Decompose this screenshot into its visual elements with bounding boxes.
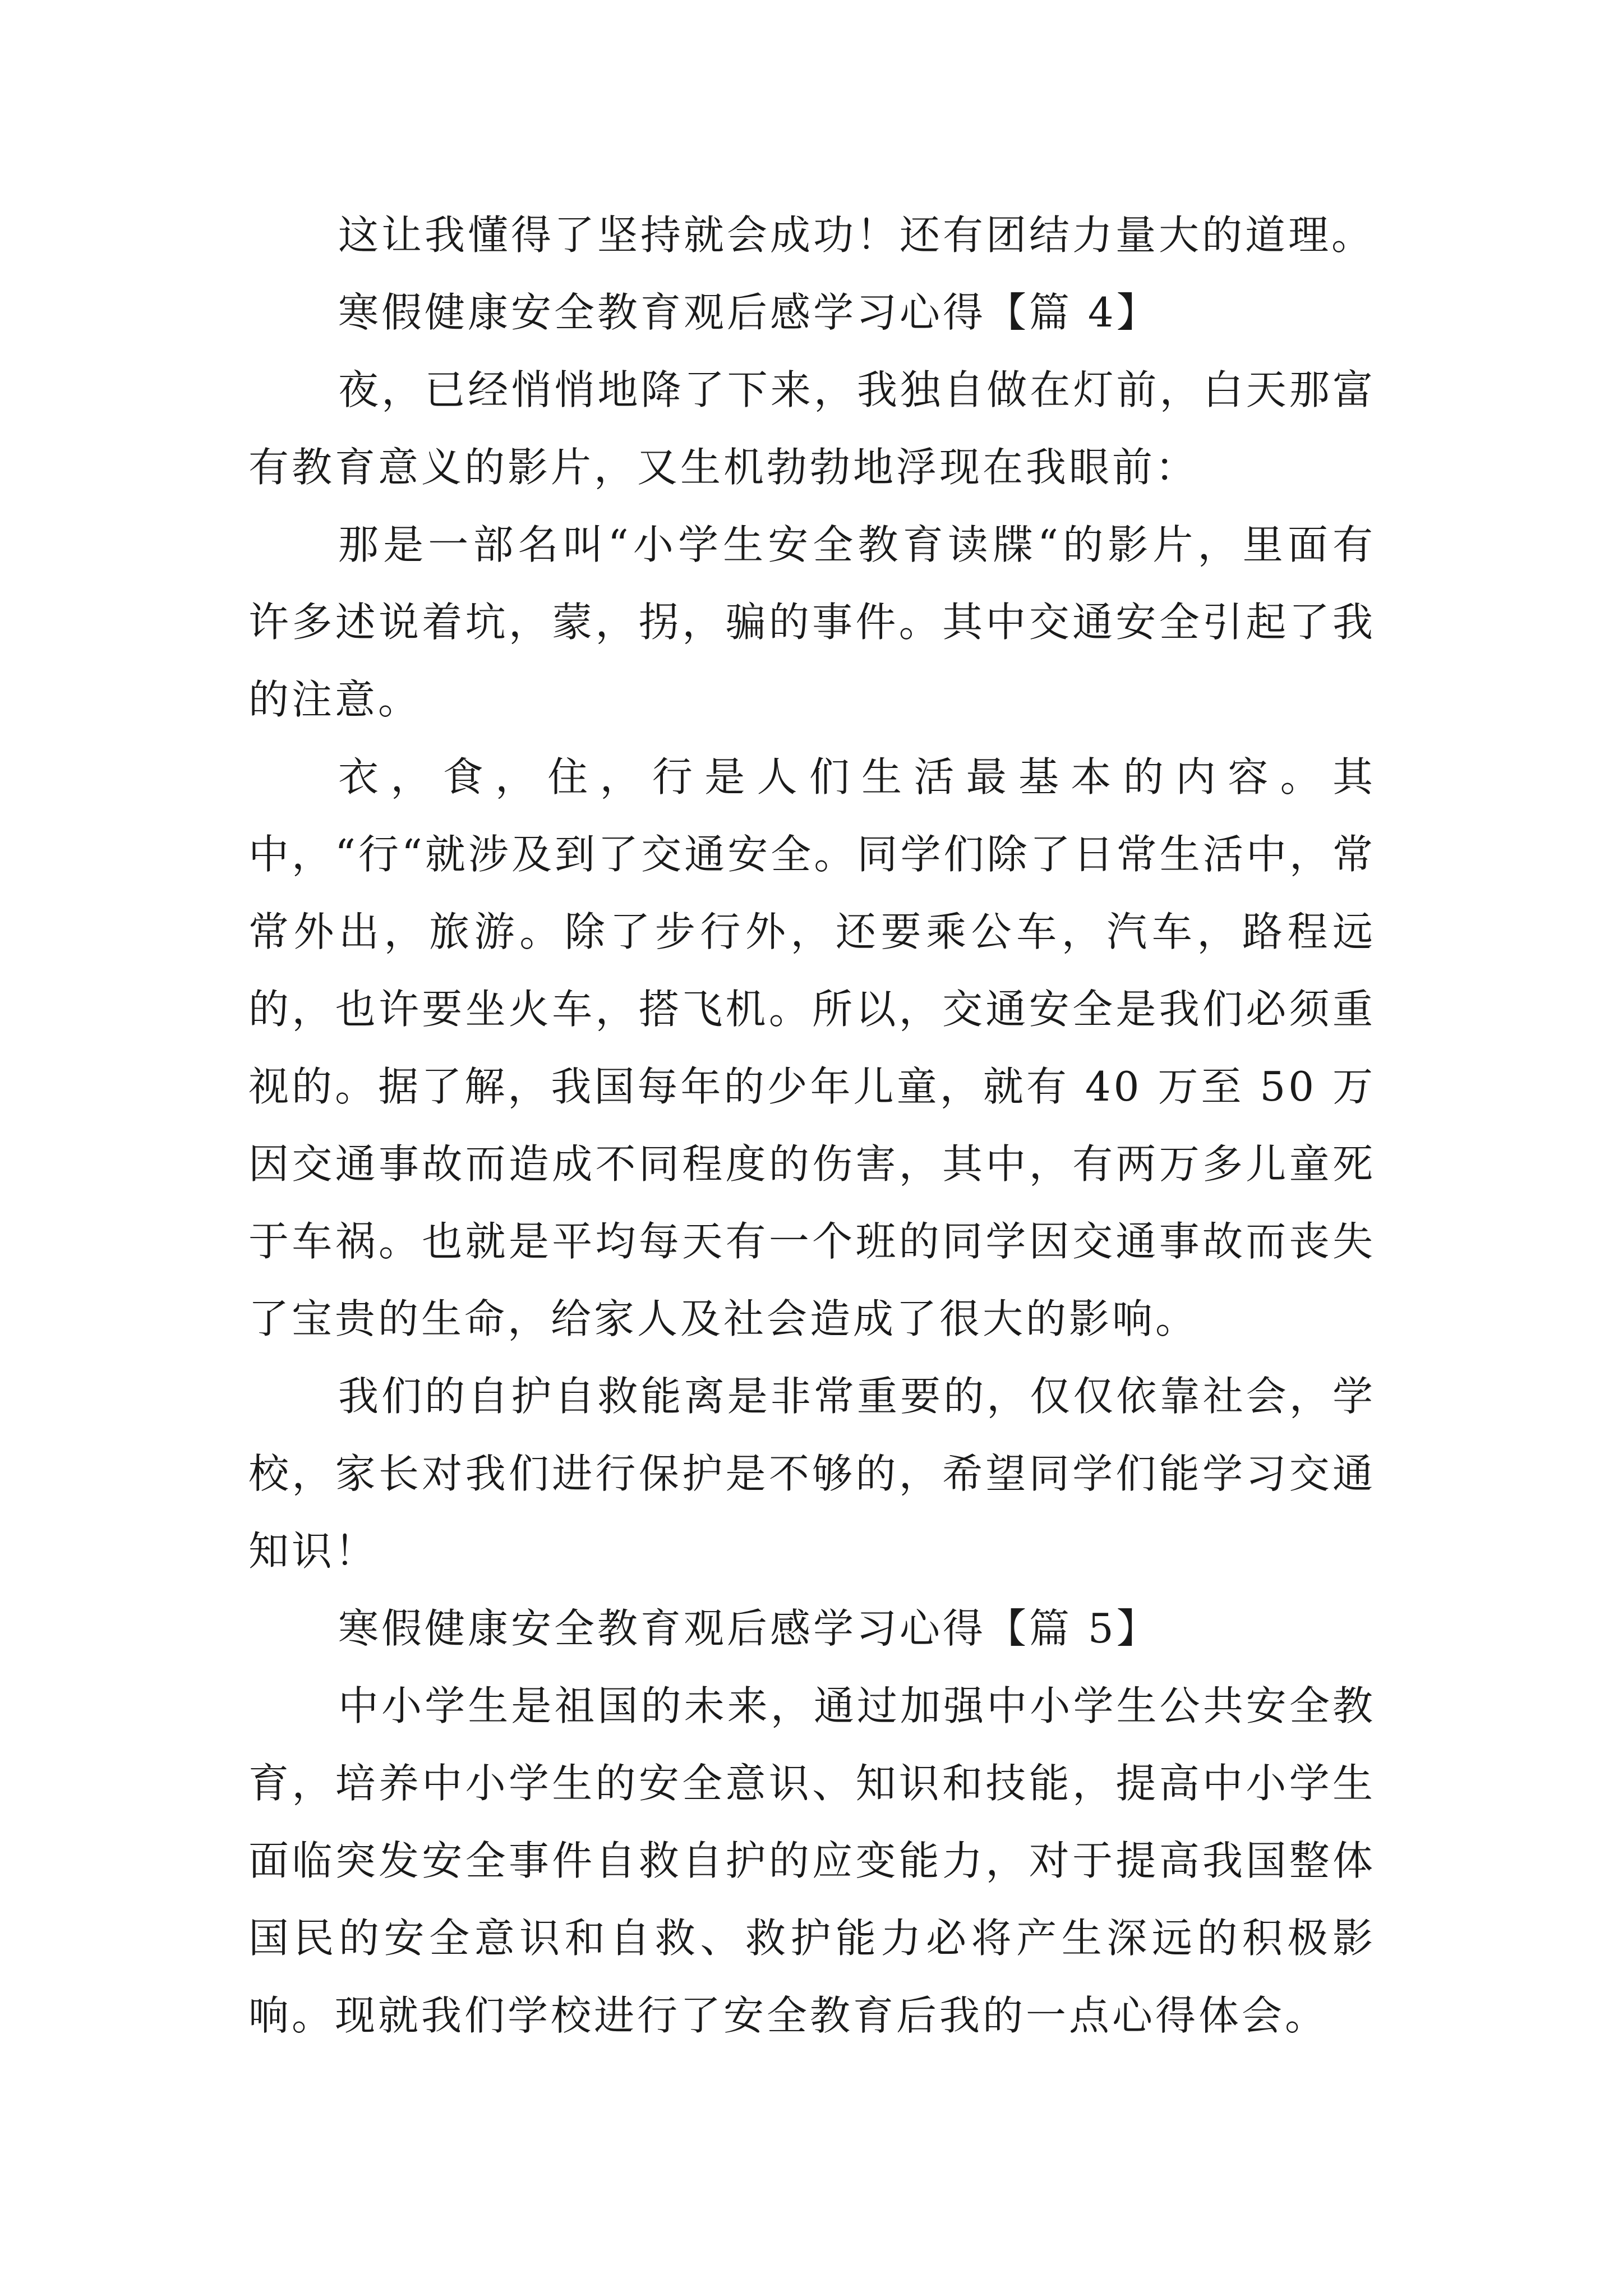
section-heading-5: 寒假健康安全教育观后感学习心得【篇 5】	[338, 1605, 1160, 1652]
document-body	[248, 196, 1376, 2054]
paragraph-student-safety: 中小学生是祖国的未来，通过加强中小学生公共安全教育，培养中小学生的安全意识、知识和技能，提高中小学生面临突发安全事件自救自护的应变能力，对于提高我国整体国民的安全意识和自救、救护能力必将产生深远的积极影响。现就我们学校进行了安全教育后我的一点心得体会。	[248, 1682, 1376, 2039]
paragraph-film-intro: 那是一部名叫“小学生安全教育读牒“的影片，里面有许多述说着坑，蒙，拐，骗的事件。其中交通安全引起了我的注意。	[248, 521, 1376, 723]
section-heading-4: 寒假健康安全教育观后感学习心得【篇 4】	[338, 289, 1160, 336]
paragraph-self-protection: 我们的自护自救能离是非常重要的，仅仅依靠社会，学校，家长对我们进行保护是不够的，希望同学们能学习交通知识！	[248, 1373, 1376, 1575]
paragraph-conclusion: 这让我懂得了坚持就会成功！还有团结力量大的道理。	[338, 211, 1375, 259]
paragraph-night-recall: 夜，已经悄悄地降了下来，我独自做在灯前，白天那富有教育意义的影片，又生机勃勃地浮现在我眼前：	[248, 366, 1376, 491]
paragraph-traffic-safety: 衣，食，住，行是人们生活最基本的内容。其中，“行“就涉及到了交通安全。同学们除了日常生活中，常常外出，旅游。除了步行外，还要乘公车，汽车，路程远的，也许要坐火车，搭飞机。所以，交通安全是我们必须重视的。据了解，我国每年的少年儿童，就有 40 万至 50 万因交通事故而造成不同程度的伤害，其中，有两万多儿童死于车祸。也就是平均每天有一个班的同学因交通事故而丧失了宝贵的生命，给家人及社会造成了很大的影响。	[248, 753, 1376, 1342]
